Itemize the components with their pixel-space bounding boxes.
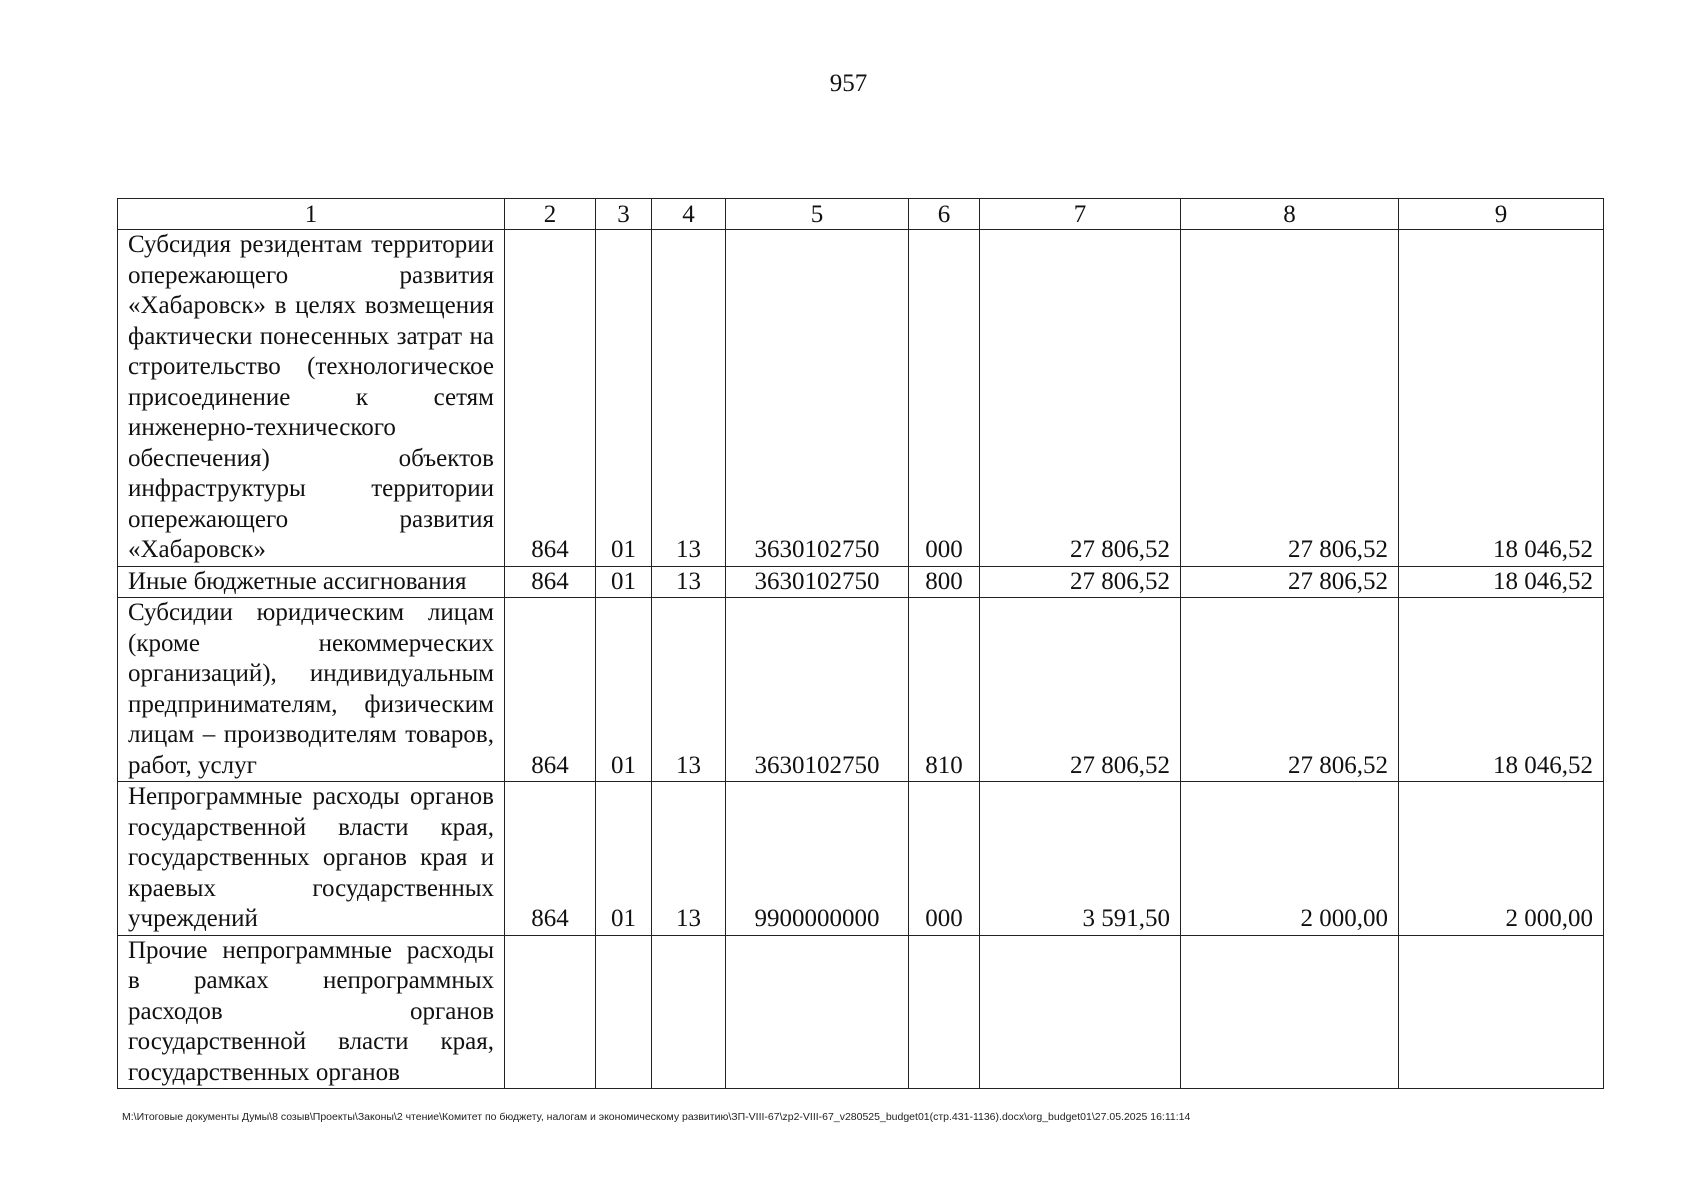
column-header-9: 9 bbox=[1399, 199, 1604, 230]
row-name: Прочие непрограммные расходы в рамках непрограммных расходов органов государственной власти края, государственных органов bbox=[118, 935, 505, 1089]
amount-col-7: 27 806,52 bbox=[980, 566, 1181, 598]
section-code: 01 bbox=[596, 566, 652, 598]
section-code: 01 bbox=[596, 230, 652, 567]
amount-col-8: 2 000,00 bbox=[1181, 782, 1399, 936]
amount-col-8: 27 806,52 bbox=[1181, 566, 1399, 598]
budget-table bbox=[117, 198, 1604, 1089]
ministry-code: 864 bbox=[505, 598, 596, 782]
column-header-2: 2 bbox=[505, 199, 596, 230]
expense-type-code: 000 bbox=[909, 230, 980, 567]
column-header-3: 3 bbox=[596, 199, 652, 230]
section-code bbox=[596, 935, 652, 1089]
section-code: 01 bbox=[596, 598, 652, 782]
subsection-code: 13 bbox=[652, 782, 726, 936]
row-name: Субсидии юридическим лицам (кроме некоммерческих организаций), индивидуальным предпринимателям, физическим лицам – производителям товаров, работ, услуг bbox=[118, 598, 505, 782]
subsection-code bbox=[652, 935, 726, 1089]
subsection-code: 13 bbox=[652, 598, 726, 782]
target-article-code: 3630102750 bbox=[726, 230, 909, 567]
ministry-code: 864 bbox=[505, 566, 596, 598]
amount-col-7 bbox=[980, 935, 1181, 1089]
column-header-8: 8 bbox=[1181, 199, 1399, 230]
section-code: 01 bbox=[596, 782, 652, 936]
column-header-1: 1 bbox=[118, 199, 505, 230]
table-row bbox=[118, 935, 1604, 1089]
header-row bbox=[118, 199, 1604, 230]
target-article-code: 3630102750 bbox=[726, 566, 909, 598]
table-row bbox=[118, 566, 1604, 598]
column-header-5: 5 bbox=[726, 199, 909, 230]
table-row bbox=[118, 782, 1604, 936]
amount-col-9: 18 046,52 bbox=[1399, 598, 1604, 782]
expense-type-code: 000 bbox=[909, 782, 980, 936]
amount-col-8: 27 806,52 bbox=[1181, 230, 1399, 567]
expense-type-code: 810 bbox=[909, 598, 980, 782]
amount-col-7: 3 591,50 bbox=[980, 782, 1181, 936]
amount-col-7: 27 806,52 bbox=[980, 598, 1181, 782]
amount-col-9 bbox=[1399, 935, 1604, 1089]
subsection-code: 13 bbox=[652, 566, 726, 598]
subsection-code: 13 bbox=[652, 230, 726, 567]
ministry-code: 864 bbox=[505, 782, 596, 936]
target-article-code: 9900000000 bbox=[726, 782, 909, 936]
expense-type-code: 800 bbox=[909, 566, 980, 598]
row-name: Субсидия резидентам территории опережающего развития «Хабаровск» в целях возмещения фактически понесенных затрат на строительство (технологическое присоединение к сетям инженерно-технического обеспечения) объектов инфраструктуры территории опережающего развития «Хабаровск» bbox=[118, 230, 505, 567]
table-row bbox=[118, 230, 1604, 567]
column-header-6: 6 bbox=[909, 199, 980, 230]
amount-col-8: 27 806,52 bbox=[1181, 598, 1399, 782]
target-article-code: 3630102750 bbox=[726, 598, 909, 782]
expense-type-code bbox=[909, 935, 980, 1089]
amount-col-9: 18 046,52 bbox=[1399, 230, 1604, 567]
row-name: Непрограммные расходы органов государственной власти края, государственных органов края и краевых государственных учреждений bbox=[118, 782, 505, 936]
row-name: Иные бюджетные ассигнования bbox=[118, 566, 505, 598]
amount-col-9: 2 000,00 bbox=[1399, 782, 1604, 936]
target-article-code bbox=[726, 935, 909, 1089]
table-row bbox=[118, 598, 1604, 782]
ministry-code bbox=[505, 935, 596, 1089]
footer-file-path: M:\Итоговые документы Думы\8 созыв\Проекты\Законы\2 чтение\Комитет по бюджету, налогам и экономическому развитию\ЗП-VIII-67\zp2-VIII-67_v280525_budget01(стр.431-1136).docx\org_budget01\27.05.2025 16:11:14 bbox=[122, 1111, 1191, 1123]
amount-col-8 bbox=[1181, 935, 1399, 1089]
column-header-7: 7 bbox=[980, 199, 1181, 230]
ministry-code: 864 bbox=[505, 230, 596, 567]
amount-col-7: 27 806,52 bbox=[980, 230, 1181, 567]
page-number: 957 bbox=[829, 70, 868, 97]
amount-col-9: 18 046,52 bbox=[1399, 566, 1604, 598]
column-header-4: 4 bbox=[652, 199, 726, 230]
